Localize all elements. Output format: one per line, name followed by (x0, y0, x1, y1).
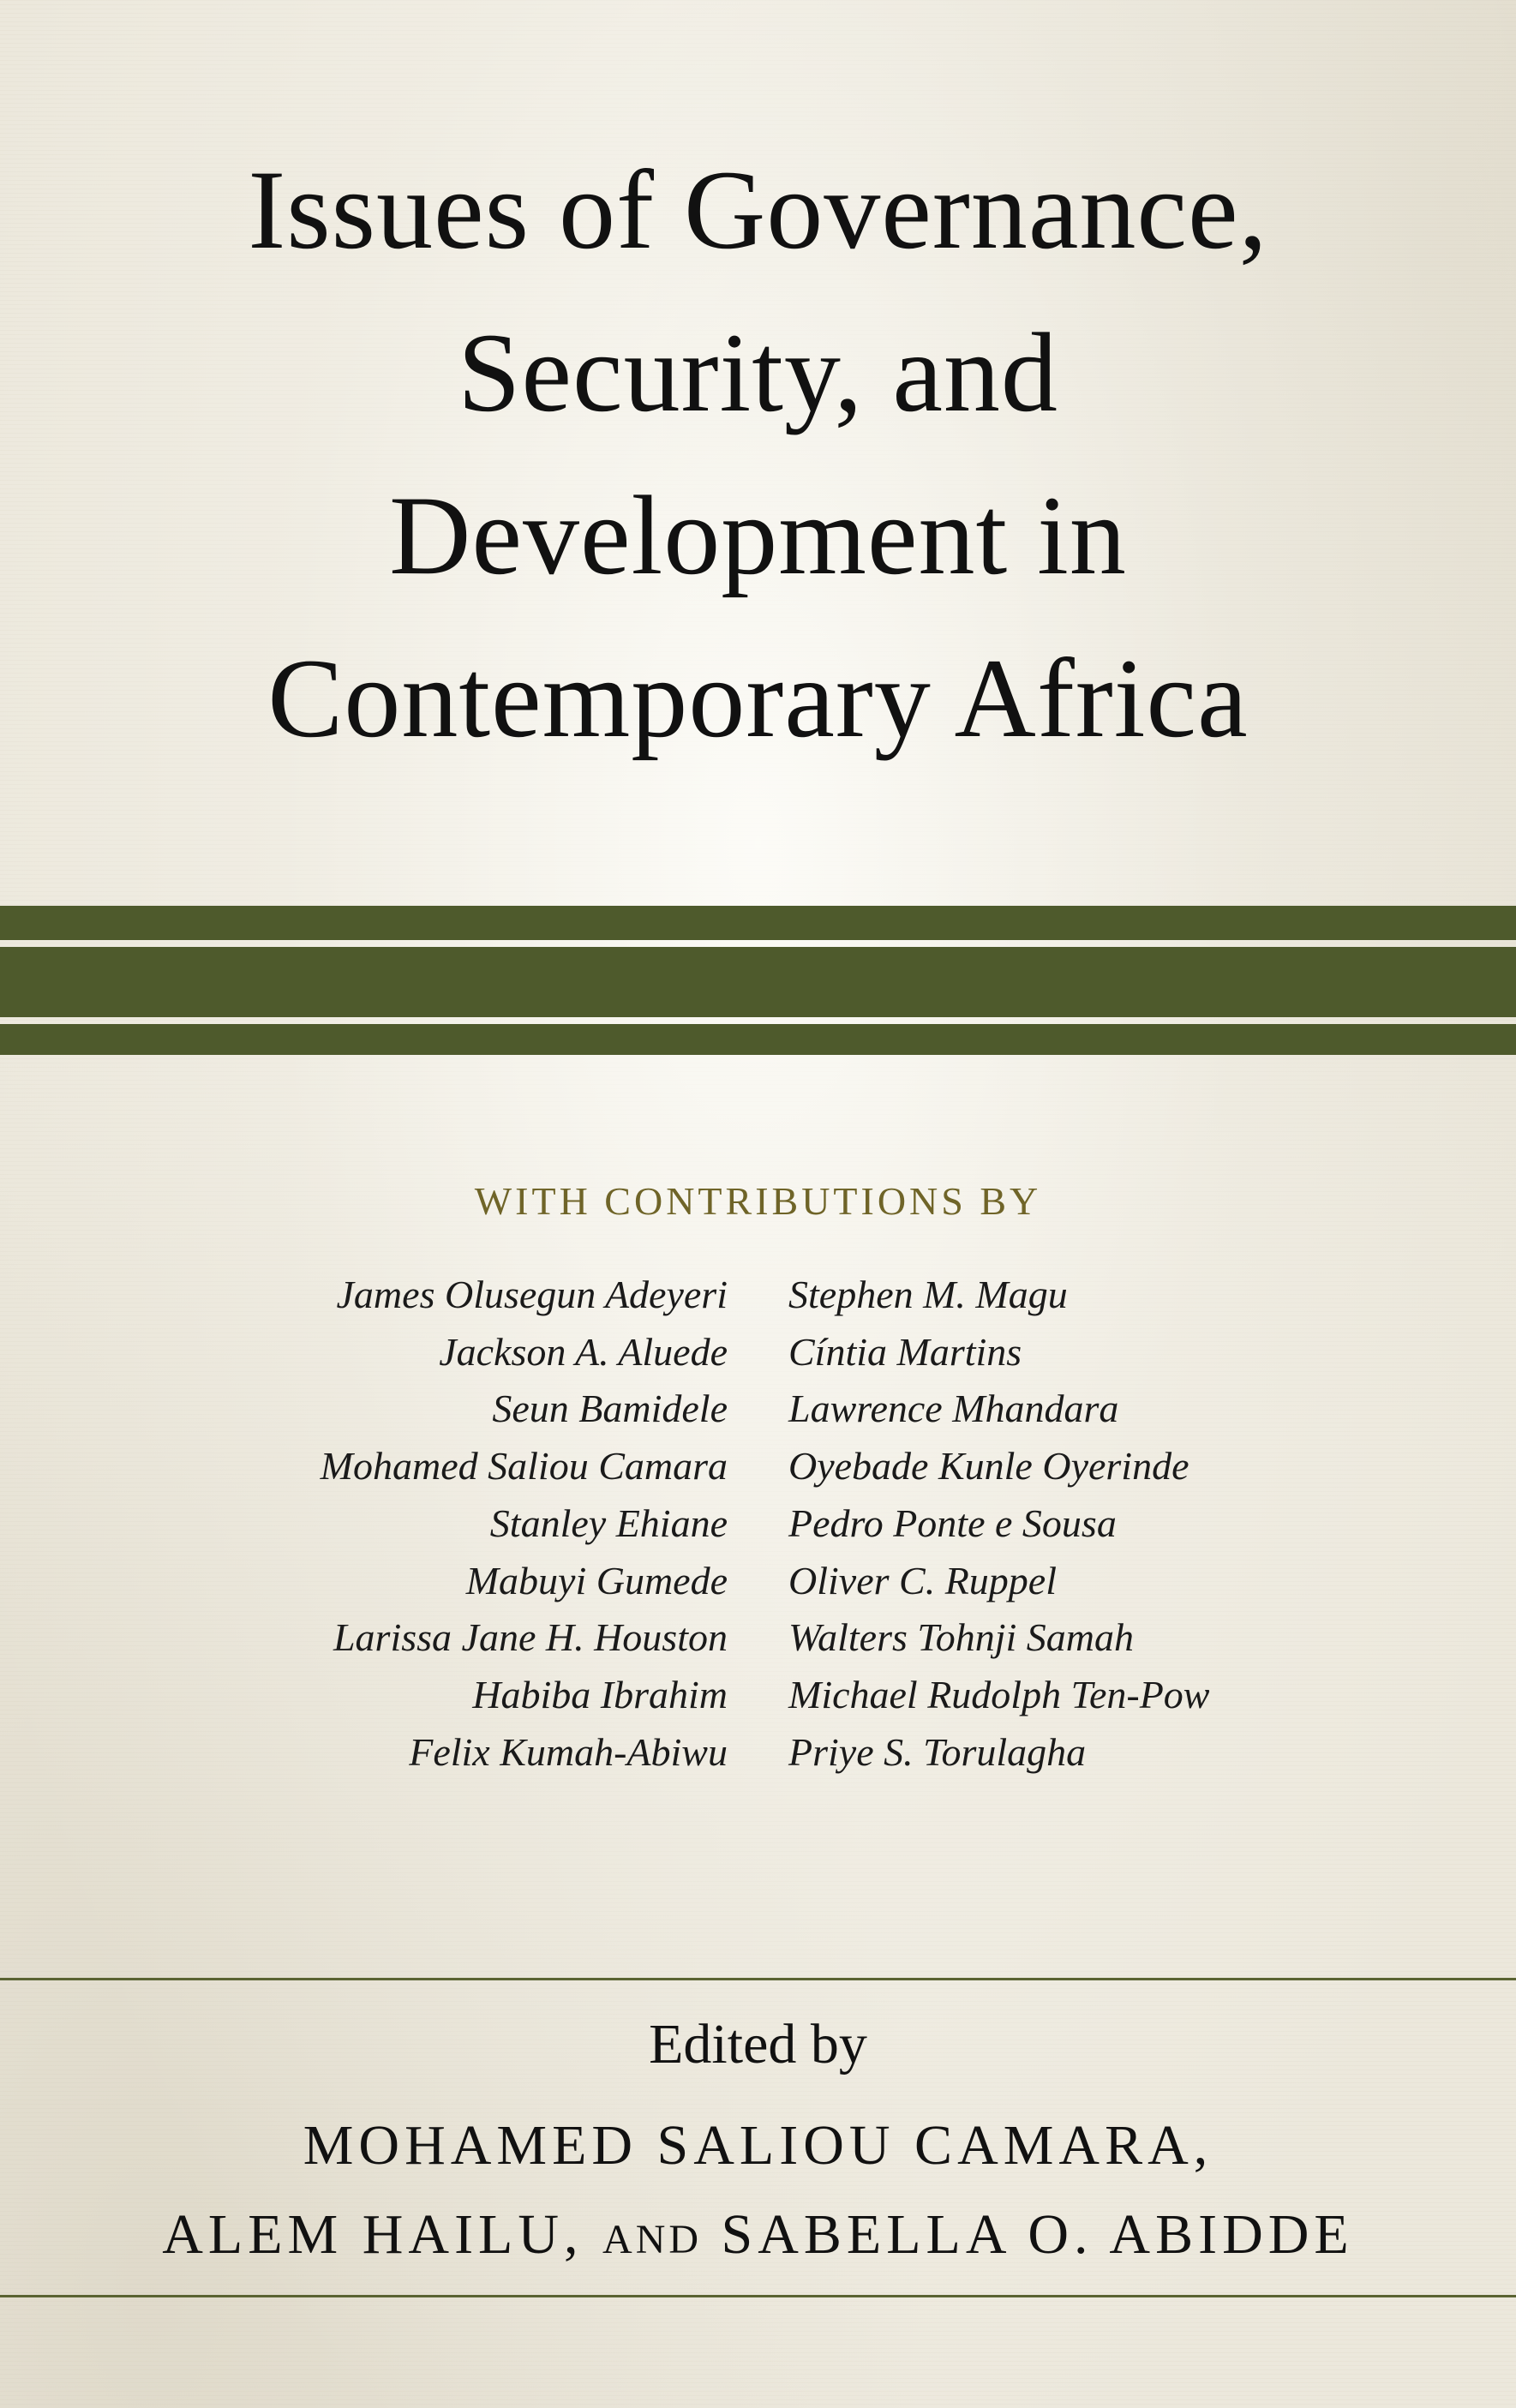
contributor-name: Lawrence Mhandara (788, 1387, 1119, 1431)
contributor-name: Priye S. Torulagha (788, 1729, 1087, 1774)
title-line-1: Issues of Governance, (248, 147, 1268, 273)
contributor-name: Cíntia Martins (788, 1329, 1022, 1374)
editors-conjunction: AND (602, 2217, 703, 2262)
decorative-band-bottom (0, 1024, 1516, 1055)
divider-rule-bottom (0, 2295, 1516, 2297)
contributor-name: Walters Tohnji Samah (788, 1615, 1135, 1660)
editors-line-1: MOHAMED SALIOU CAMARA, (303, 2114, 1213, 2177)
contributor-name: Pedro Ponte e Sousa (788, 1501, 1117, 1545)
contributor-name: James Olusegun Adeyeri (336, 1273, 728, 1316)
book-title (0, 129, 1516, 780)
editors-names (0, 2101, 1516, 2285)
contributor-name: Habiba Ibrahim (472, 1672, 728, 1716)
contributor-name: Stanley Ehiane (489, 1501, 728, 1545)
contributor-name: Stephen M. Magu (788, 1273, 1068, 1316)
title-line-4: Contemporary Africa (267, 635, 1249, 761)
contributors-left-column (321, 1267, 728, 1781)
contributor-name: Mabuyi Gumede (465, 1558, 728, 1602)
editors-line-2 (0, 2190, 1516, 2285)
contributors-right-column (788, 1267, 1209, 1781)
title-line-3: Development in (389, 472, 1127, 598)
contributor-name: Felix Kumah-Abiwu (409, 1729, 728, 1774)
edited-by-label: Edited by (649, 2013, 867, 2076)
decorative-band-middle (0, 947, 1516, 1017)
divider-rule-top (0, 1978, 1516, 1980)
contributor-name: Mohamed Saliou Camara (320, 1444, 728, 1489)
contributions-heading: WITH CONTRIBUTIONS BY (474, 1179, 1042, 1223)
contributor-name: Oliver C. Ruppel (788, 1558, 1057, 1602)
contributor-name: Seun Bamidele (492, 1387, 728, 1431)
editor-name: SABELLA O. ABIDDE (721, 2203, 1354, 2266)
contributor-name: Oyebade Kunle Oyerinde (788, 1444, 1189, 1489)
decorative-band-top (0, 906, 1516, 940)
contributor-name: Michael Rudolph Ten-Pow (788, 1672, 1210, 1716)
contributor-name: Larissa Jane H. Houston (333, 1615, 728, 1660)
contributor-name: Jackson A. Aluede (439, 1329, 728, 1374)
title-line-2: Security, and (458, 309, 1058, 435)
editor-name: ALEM HAILU, (162, 2203, 584, 2266)
